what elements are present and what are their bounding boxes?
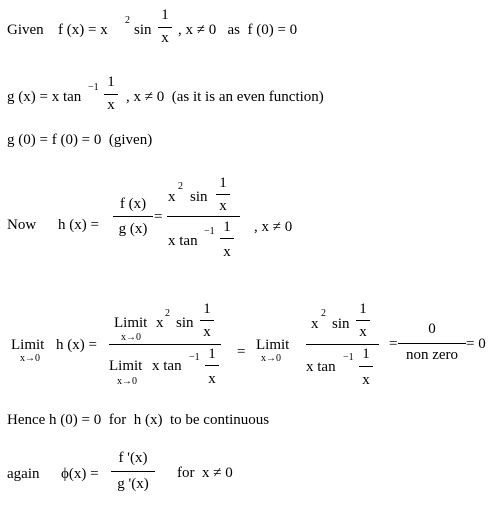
fraction-bar: [104, 94, 118, 95]
B-den-exponent-inverse: −1: [343, 352, 354, 363]
A-num-x: x: [156, 315, 164, 331]
f-over-g-numerator: f (x): [119, 196, 147, 212]
phi-numerator: f '(x): [118, 450, 148, 466]
numerator-x: x: [168, 189, 176, 205]
denominator-fraction-bar: [220, 238, 234, 239]
g-zero-statement: g (0) = f (0) = 0 (given): [7, 132, 153, 148]
final-equals-zero: = 0: [466, 336, 486, 352]
numerator-sin: sin: [190, 189, 208, 205]
B-den-frac-num: 1: [362, 346, 370, 362]
fraction-numerator: 1: [161, 7, 169, 23]
A-den-frac-den: x: [208, 371, 216, 387]
phi-condition: for x ≠ 0: [177, 465, 233, 481]
A-num-frac-den: x: [203, 324, 211, 340]
B-limit: Limit: [256, 337, 290, 353]
fraction-denominator: x: [161, 30, 169, 46]
given-condition: , x ≠ 0 as f (0) = 0: [178, 22, 298, 38]
fraction-numerator: 1: [107, 74, 115, 90]
denominator-exponent-inverse: −1: [204, 226, 215, 237]
denominator-xtan: x tan: [168, 233, 198, 249]
f-over-g-denominator: g (x): [118, 221, 148, 237]
limit-subscript: x→0: [20, 353, 40, 364]
numerator-fraction-numerator: 1: [219, 175, 227, 191]
B-den-xtan: x tan: [306, 359, 336, 375]
gx-definition: g (x) = x tan: [7, 89, 82, 105]
A-num-subscript: x→0: [121, 332, 141, 343]
denominator-fraction-denominator: x: [223, 244, 231, 260]
C-denominator: non zero: [405, 347, 459, 363]
given-word: Given: [7, 22, 44, 38]
A-num-frac-num: 1: [203, 301, 211, 317]
B-num-x: x: [311, 316, 319, 332]
f-over-g-bar: [113, 216, 153, 217]
now-word: Now: [7, 217, 37, 233]
exponent-2: 2: [125, 15, 130, 26]
A-den-limit: Limit: [109, 358, 143, 374]
B-num-frac-num: 1: [359, 301, 367, 317]
B-den-frac-bar: [359, 366, 373, 367]
g-condition: , x ≠ 0 (as it is an even function): [126, 89, 324, 105]
exponent-inverse: −1: [88, 82, 99, 93]
B-fraction-bar: [306, 344, 379, 345]
equals-sign-2: =: [389, 336, 398, 352]
C-fraction-bar: [398, 343, 466, 344]
numerator-fraction-bar: [216, 194, 230, 195]
A-num-exponent-2: 2: [165, 308, 170, 319]
B-num-sin: sin: [332, 316, 350, 332]
A-num-limit: Limit: [114, 315, 148, 331]
phi-label: ϕ(x) =: [61, 466, 99, 482]
sin-label: sin: [134, 22, 152, 38]
main-fraction-bar: [167, 216, 240, 217]
A-num-frac-bar: [200, 320, 214, 321]
B-num-exponent-2: 2: [321, 308, 326, 319]
fx-definition: f (x) = x: [58, 22, 108, 38]
equals-sign-1: =: [237, 344, 246, 360]
B-den-frac-den: x: [362, 372, 370, 388]
A-fraction-bar: [109, 344, 221, 345]
A-den-frac-bar: [205, 365, 219, 366]
again-word: again: [7, 466, 40, 482]
limit-hx: h (x) =: [56, 337, 97, 353]
B-num-frac-bar: [356, 320, 370, 321]
fraction-bar: [158, 27, 172, 28]
A-den-frac-num: 1: [208, 346, 216, 362]
phi-denominator: g '(x): [117, 476, 149, 492]
B-num-frac-den: x: [359, 324, 367, 340]
C-numerator: 0: [428, 321, 436, 337]
hx-label: h (x) =: [58, 217, 99, 233]
A-den-xtan: x tan: [152, 358, 182, 374]
B-subscript: x→0: [261, 353, 281, 364]
numerator-exponent-2: 2: [178, 181, 183, 192]
A-num-sin: sin: [176, 315, 194, 331]
denominator-fraction-numerator: 1: [223, 219, 231, 235]
phi-fraction-bar: [111, 471, 155, 472]
A-den-subscript: x→0: [117, 376, 137, 387]
h-condition: , x ≠ 0: [254, 219, 293, 235]
numerator-fraction-denominator: x: [219, 198, 227, 214]
equals-sign: =: [154, 209, 163, 225]
hence-statement: Hence h (0) = 0 for h (x) to be continuous: [7, 412, 270, 428]
A-den-exponent-inverse: −1: [189, 352, 200, 363]
limit-word: Limit: [11, 337, 45, 353]
fraction-denominator: x: [107, 97, 115, 113]
